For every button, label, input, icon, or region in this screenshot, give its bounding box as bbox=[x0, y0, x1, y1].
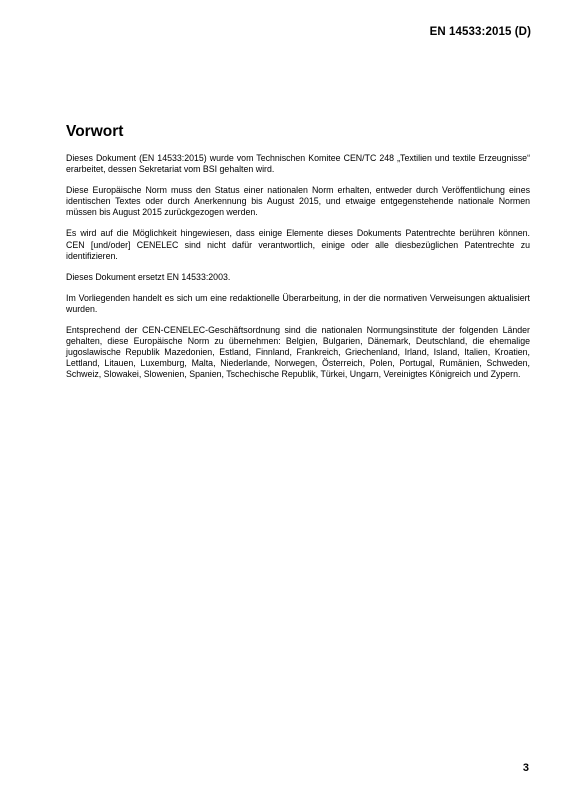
paragraph-editorial-revision: Im Vorliegenden handelt es sich um eine redaktionelle Überarbeitung, in der die normativen Verweisungen aktualisiert wurden. bbox=[66, 292, 530, 314]
paragraph-supersedes: Dieses Dokument ersetzt EN 14533:2003. bbox=[66, 271, 231, 282]
paragraph-member-countries: Entsprechend der CEN-CENELEC-Geschäftsordnung sind die nationalen Normungsinstitute der folgenden Länder gehalten, diese Europäische Norm zu übernehmen: Belgien, Bulgarien, Dänemark, Deutschland, die ehemalige jugoslawische Republik Mazedonien, Estland, Finnland, Frankreich, Griechenland, Irland, Island, Italien, Kroatien, Lettland, Litauen, Luxemburg, Malta, Niederlande, Norwegen, Österreich, Polen, Portugal, Rumänien, Schweden, Schweiz, Slowakei, Slowenien, Spanien, Tschechische Republik, Türkei, Ungarn, Vereinigtes Königreich und Zypern. bbox=[66, 325, 530, 380]
paragraph-national-status: Diese Europäische Norm muss den Status einer nationalen Norm erhalten, entweder durch Veröffentlichung eines identischen Textes oder durch Anerkennung bis August 2015, und etwaige entgegenstehende nationale Normen müssen bis August 2015 zurückgezogen werden. bbox=[66, 185, 530, 218]
page-number: 3 bbox=[522, 762, 529, 774]
section-title: Vorwort bbox=[66, 123, 124, 140]
paragraph-patent-rights: Es wird auf die Möglichkeit hingewiesen, dass einige Elemente dieses Dokuments Patentrechte berühren können. CEN [und/oder] CENELEC sind nicht dafür verantwortlich, einige oder alle diesbezüglichen Patentrechte zu identifizieren. bbox=[66, 228, 530, 261]
document-reference: EN 14533:2015 (D) bbox=[429, 26, 531, 38]
paragraph-committee: Dieses Dokument (EN 14533:2015) wurde vom Technischen Komitee CEN/TC 248 „Textilien und textile Erzeugnisse“ erarbeitet, dessen Sekretariat vom BSI gehalten wird. bbox=[66, 153, 530, 175]
foreword-body bbox=[66, 153, 530, 391]
